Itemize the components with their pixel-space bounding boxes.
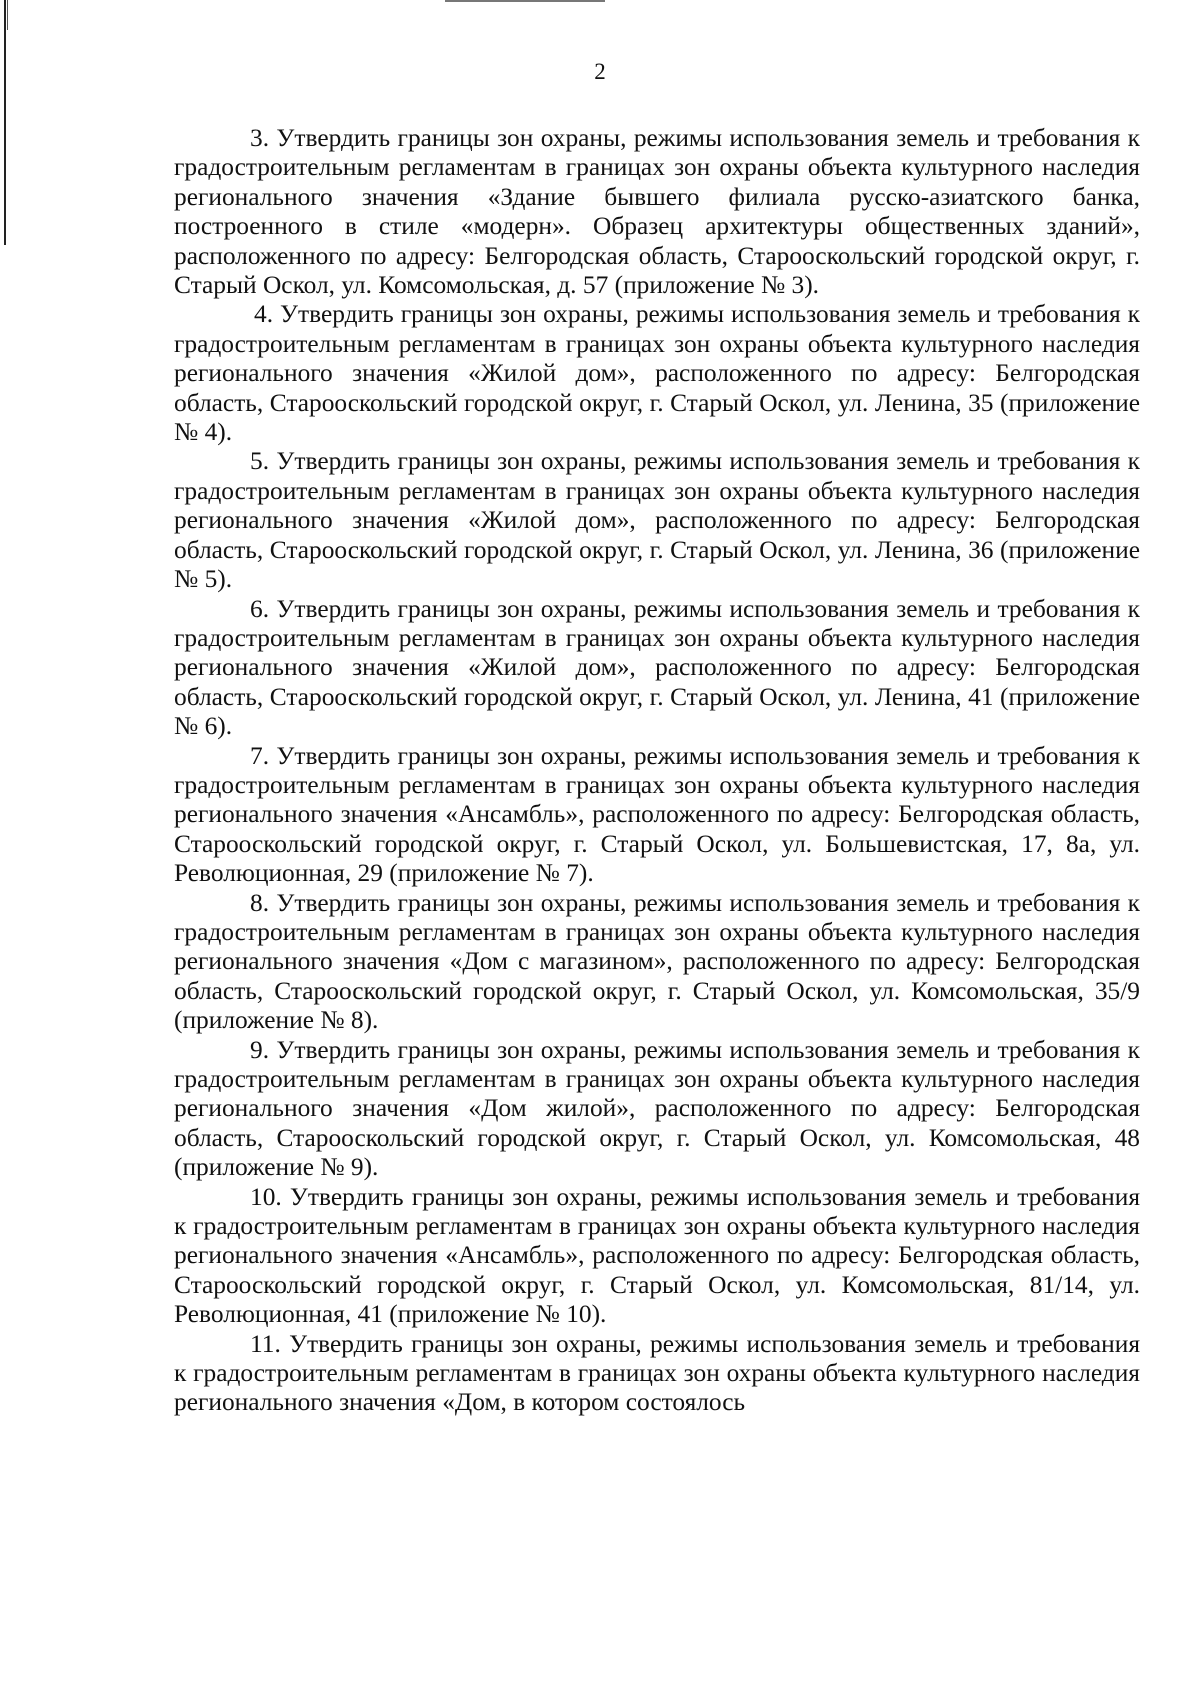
- paragraph-item-8: 8. Утвердить границы зон охраны, режимы использования земель и требования к градостроительным регламентам в границах зон охраны объекта культурного наследия регионального значения «Дом с магазином», расположенного по адресу: Белгородская область, Старооскольский городской округ, г. Старый Оскол, ул. Комсомольская, 35/9 (приложение № 8).: [174, 888, 1140, 1035]
- paragraph-item-7: 7. Утвердить границы зон охраны, режимы использования земель и требования к градостроительным регламентам в границах зон охраны объекта культурного наследия регионального значения «Ансамбль», расположенного по адресу: Белгородская область, Старооскольский городской округ, г. Старый Оскол, ул. Большевистская, 17, 8а, ул. Революционная, 29 (приложение № 7).: [174, 741, 1140, 888]
- paragraph-item-11: 11. Утвердить границы зон охраны, режимы использования земель и требования к градостроительным регламентам в границах зон охраны объекта культурного наследия регионального значения «Дом, в котором состоялось: [174, 1329, 1140, 1417]
- paragraph-item-10: 10. Утвердить границы зон охраны, режимы использования земель и требования к градостроительным регламентам в границах зон охраны объекта культурного наследия регионального значения «Ансамбль», расположенного по адресу: Белгородская область, Старооскольский городской округ, г. Старый Оскол, ул. Комсомольская, 81/14, ул. Революционная, 41 (приложение № 10).: [174, 1182, 1140, 1329]
- paragraph-item-6: 6. Утвердить границы зон охраны, режимы использования земель и требования к градостроительным регламентам в границах зон охраны объекта культурного наследия регионального значения «Жилой дом», расположенного по адресу: Белгородская область, Старооскольский городской округ, г. Старый Оскол, ул. Ленина, 41 (приложение № 6).: [174, 594, 1140, 741]
- paragraph-item-5: 5. Утвердить границы зон охраны, режимы использования земель и требования к градостроительным регламентам в границах зон охраны объекта культурного наследия регионального значения «Жилой дом», расположенного по адресу: Белгородская область, Старооскольский городской округ, г. Старый Оскол, ул. Ленина, 36 (приложение № 5).: [174, 447, 1140, 594]
- scan-edge-mark: [445, 0, 605, 2]
- document-body: [174, 124, 1140, 1418]
- page-number: 2: [594, 59, 606, 84]
- paragraph-item-3: 3. Утвердить границы зон охраны, режимы использования земель и требования к градостроительным регламентам в границах зон охраны объекта культурного наследия регионального значения «Здание бывшего филиала русско-азиатского банка, построенного в стиле «модерн». Образец архитектуры общественных зданий», расположенного по адресу: Белгородская область, Старооскольский городской округ, г. Старый Оскол, ул. Комсомольская, д. 57 (приложение № 3).: [174, 124, 1140, 300]
- paragraph-item-9: 9. Утвердить границы зон охраны, режимы использования земель и требования к градостроительным регламентам в границах зон охраны объекта культурного наследия регионального значения «Дом жилой», расположенного по адресу: Белгородская область, Старооскольский городской округ, г. Старый Оскол, ул. Комсомольская, 48 (приложение № 9).: [174, 1035, 1140, 1182]
- scan-edge-mark: [4, 0, 6, 245]
- scan-edge-mark: [7, 0, 8, 30]
- paragraph-item-4: 4. Утвердить границы зон охраны, режимы использования земель и требования к градостроительным регламентам в границах зон охраны объекта культурного наследия регионального значения «Жилой дом», расположенного по адресу: Белгородская область, Старооскольский городской округ, г. Старый Оскол, ул. Ленина, 35 (приложение № 4).: [174, 300, 1140, 447]
